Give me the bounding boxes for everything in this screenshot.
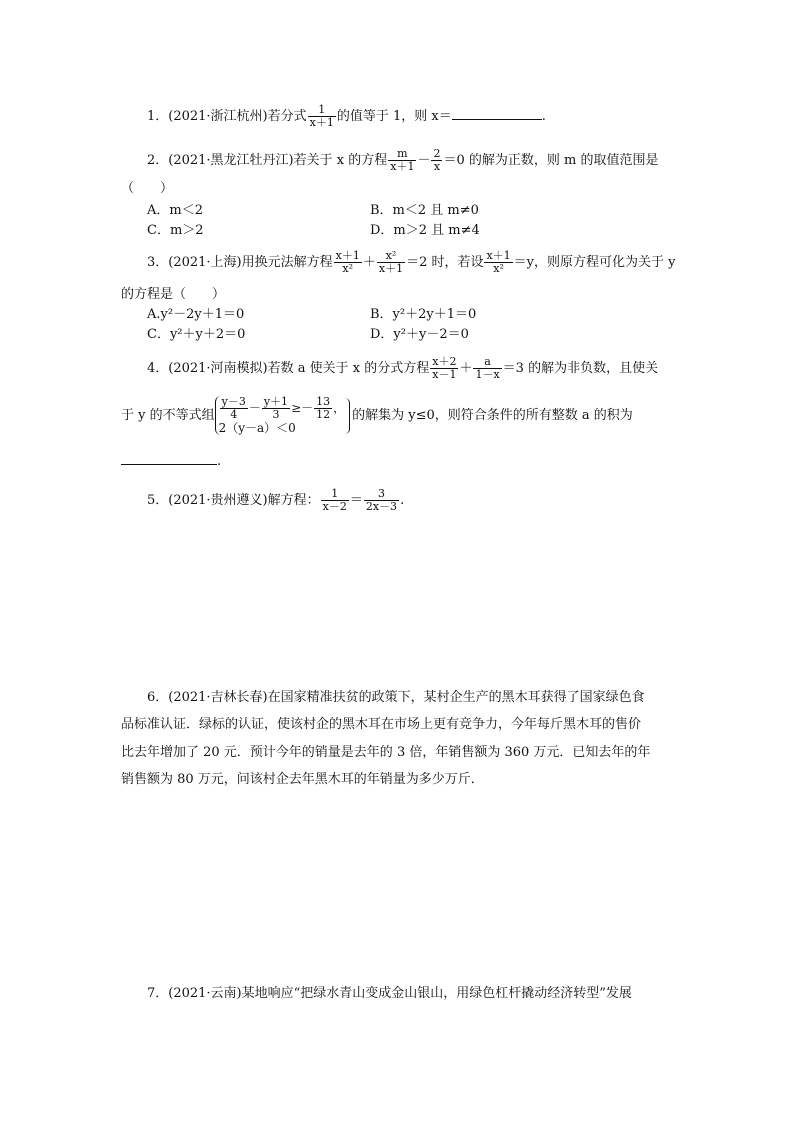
question-3: 3．(2021·上海)用换元法解方程 $\frac{x+1}{\text{x²}}$ ＋ $\frac{\text{x²}}{x+1}$ ＝2 时，若设 $\frac{x+1}{\text{x²}}$ ＝y，则原方程可化为关于 y	[147, 249, 676, 275]
q6-line-3: 比去年增加了 20 元．预计今年的销量是去年的 3 倍，年销售额为 360 万元．已知去年的年	[121, 745, 651, 760]
q4-inequality-system: $\frac{y-3}{4}$ － $\frac{y+1}{3}$ ≥－ $\frac{13}{12}$ ， 2（y－a）＜0	[215, 396, 346, 435]
q3-lead: 3．(2021·上海)用换元法解方程	[147, 255, 333, 270]
q2-option-d[interactable]: D．m＞2 且 m≠4	[370, 223, 480, 238]
q2-fraction-2: $\frac{2}{x}$	[433, 147, 441, 173]
q3-fraction-1: $\frac{x+1}{\text{x²}}$	[335, 249, 360, 275]
q2-option-b[interactable]: B．m＜2 且 m≠0	[370, 203, 479, 218]
q4-brace-right	[345, 398, 350, 434]
q6-line-4: 销售额为 80 万元，问该村企去年黑木耳的年销量为多少万斤．	[121, 772, 484, 787]
q1-answer-blank[interactable]	[452, 107, 542, 120]
question-1: 1．(2021·浙江杭州)若分式 $\frac{1}{x+1}$ 的值等于 1，则 x＝ .	[147, 103, 546, 129]
q1-fraction: $\frac{1}{x+1}$	[309, 103, 334, 129]
q4-sys-line-2: 2（y－a）＜0	[218, 421, 296, 435]
q3-option-b[interactable]: B．y²＋2y＋1＝0	[370, 307, 477, 322]
q5-lead: 5．(2021·贵州遵义)解方程：	[147, 493, 320, 508]
q3-line-2: 的方程是（ ）	[121, 287, 226, 302]
q2-fraction-1: $\frac{m}{x+1}$	[390, 147, 415, 173]
q5-fraction-2: $\frac{3}{2x-3}$	[365, 487, 398, 513]
q3-option-a[interactable]: A.y²－2y＋1＝0	[147, 307, 245, 322]
q4-sys-fraction-3: $\frac{13}{12}$	[316, 395, 331, 421]
q2-lead: 2．(2021·黑龙江牡丹江)若关于 x 的方程	[147, 153, 388, 168]
q3-option-c[interactable]: C．y²＋y＋2＝0	[147, 327, 246, 342]
q2-option-a[interactable]: A．m＜2	[147, 203, 203, 218]
q2-paren: （ ）	[121, 181, 174, 196]
q4-fraction-2: $\frac{a}{1-x}$	[475, 355, 500, 381]
q6-line-2: 品标准认证．绿标的认证，使该村企的黑木耳在市场上更有竞争力，今年每斤黑木耳的售价	[121, 717, 642, 732]
q7-line-1: 7．(2021·云南)某地响应“把绿水青山变成金山银山，用绿色杠杆撬动经济转型”发展	[147, 986, 632, 1001]
q3-fraction-2: $\frac{\text{x²}}{x+1}$	[378, 249, 404, 275]
q2-option-c[interactable]: C．m＞2	[147, 223, 204, 238]
q1-tail: 的值等于 1，则 x＝	[336, 109, 452, 124]
q4-lead: 4．(2021·河南模拟)若数 a 使关于 x 的分式方程	[147, 361, 430, 376]
q4-answer-blank[interactable]	[121, 452, 217, 465]
q4-fraction-1: $\frac{x+2}{x-1}$	[432, 355, 457, 381]
q4-sys-fraction-1: $\frac{y-3}{4}$	[221, 395, 246, 421]
q1-lead: 1．(2021·浙江杭州)若分式	[147, 109, 307, 124]
q2-tail: ＝0 的解为正数，则 m 的取值范围是	[443, 153, 659, 168]
q6-line-1: 6．(2021·吉林长春)在国家精准扶贫的政策下，某村企生产的黑木耳获得了国家绿色食	[147, 690, 645, 705]
q3-fraction-3: $\frac{x+1}{\text{x²}}$	[486, 249, 511, 275]
q4-line-3: .	[121, 452, 221, 471]
q3-option-d[interactable]: D．y²＋y－2＝0	[370, 327, 469, 342]
question-2: 2．(2021·黑龙江牡丹江)若关于 x 的方程 $\frac{m}{x+1}$ － $\frac{2}{x}$ ＝0 的解为正数，则 m 的取值范围是	[147, 147, 659, 173]
question-4: 4．(2021·河南模拟)若数 a 使关于 x 的分式方程 $\frac{x+2}{x-1}$ ＋ $\frac{a}{1-x}$ ＝3 的解为非负数，且使关	[147, 355, 659, 381]
question-5: 5．(2021·贵州遵义)解方程： $\frac{1}{x-2}$ ＝ $\frac{3}{2x-3}$ .	[147, 487, 405, 513]
q5-fraction-1: $\frac{1}{x-2}$	[322, 487, 347, 513]
q4-sys-fraction-2: $\frac{y+1}{3}$	[263, 395, 289, 421]
q4-line-2: 于 y 的不等式组 $\frac{y-3}{4}$ － $\frac{y+1}{3}$ ≥－ $\frac{13}{12}$ ， 2（y－a）＜0 的解集为 y≤0，则符合条件的所有整数 a 的积为	[121, 395, 633, 435]
